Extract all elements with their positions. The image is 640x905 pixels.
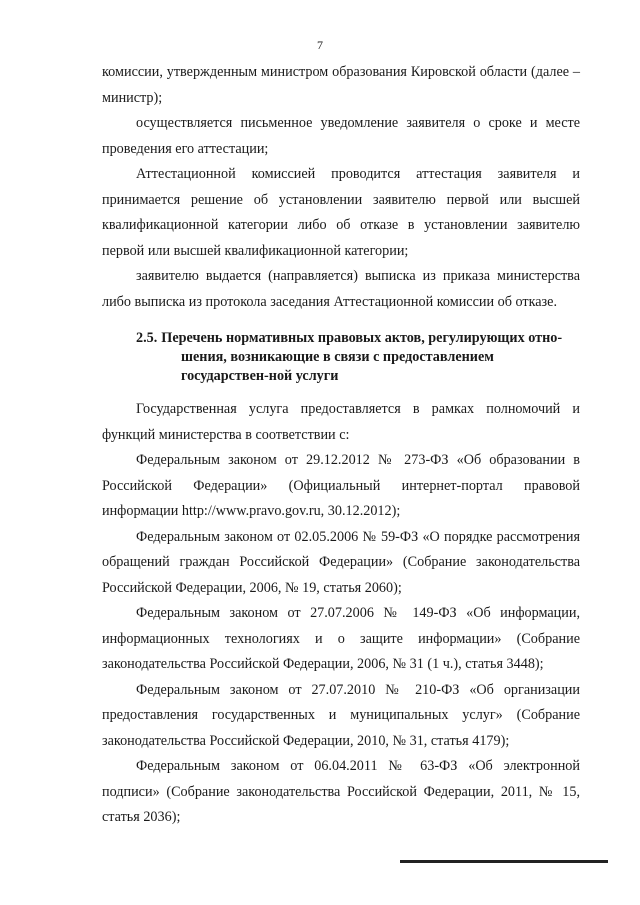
section-heading	[136, 329, 576, 386]
paragraph-commission-continued: комиссии, утвержденным министром образования Кировской области (далее – министр);	[102, 64, 580, 106]
paragraph-law-149: Федеральным законом от 27.07.2006 № 149-ФЗ «Об информации, информационных технологиях и о защите информации» (Собрание законодательства Российской Федерации, 2006, № 31 (1 ч.), статья 3448);	[102, 605, 580, 672]
paragraph-notification: осуществляется письменное уведомление заявителя о сроке и месте проведения его аттестации;	[102, 115, 580, 157]
paragraph-law-273: Федеральным законом от 29.12.2012 № 273-ФЗ «Об образовании в Российской Федерации» (Официальный интернет-портал правовой информации http://www.pravo.gov.ru, 30.12.2012);	[102, 452, 580, 519]
bottom-text-block	[102, 397, 580, 831]
paragraph-law-63: Федеральным законом от 06.04.2011 № 63-ФЗ «Об электронной подписи» (Собрание законодательства Российской Федерации, 2011, № 15, статья 2036);	[102, 758, 580, 825]
paragraph-extract-issued: заявителю выдается (направляется) выписка из приказа министерства либо выписка из протокола заседания Аттестационной комиссии об отказе.	[102, 268, 580, 310]
paragraph-service-basis: Государственная услуга предоставляется в рамках полномочий и функций министерства в соответствии с:	[102, 401, 580, 443]
section-title-line1: Перечень нормативных правовых актов, регулирующих отно-	[161, 330, 563, 346]
page-number: 7	[317, 38, 323, 52]
footer-rule	[400, 860, 608, 863]
section-title-rest: шения, возникающие в связи с предоставлением государствен-ной услуги	[181, 349, 494, 384]
top-text-block	[102, 60, 580, 315]
paragraph-attestation-decision: Аттестационной комиссией проводится аттестация заявителя и принимается решение об установлении заявителю первой или высшей квалификационной категории либо об отказе в установлении заявителю первой или высшей квалификационной категории;	[102, 166, 580, 259]
paragraph-law-59: Федеральным законом от 02.05.2006 № 59-ФЗ «О порядке рассмотрения обращений граждан Российской Федерации» (Собрание законодательства Российской Федерации, 2006, № 19, статья 2060);	[102, 528, 580, 596]
section-number: 2.5.	[136, 330, 158, 346]
paragraph-law-210: Федеральным законом от 27.07.2010 № 210-ФЗ «Об организации предоставления государственных и муниципальных услуг» (Собрание законодательства Российской Федерации, 2010, № 31, статья 4179);	[102, 681, 580, 749]
